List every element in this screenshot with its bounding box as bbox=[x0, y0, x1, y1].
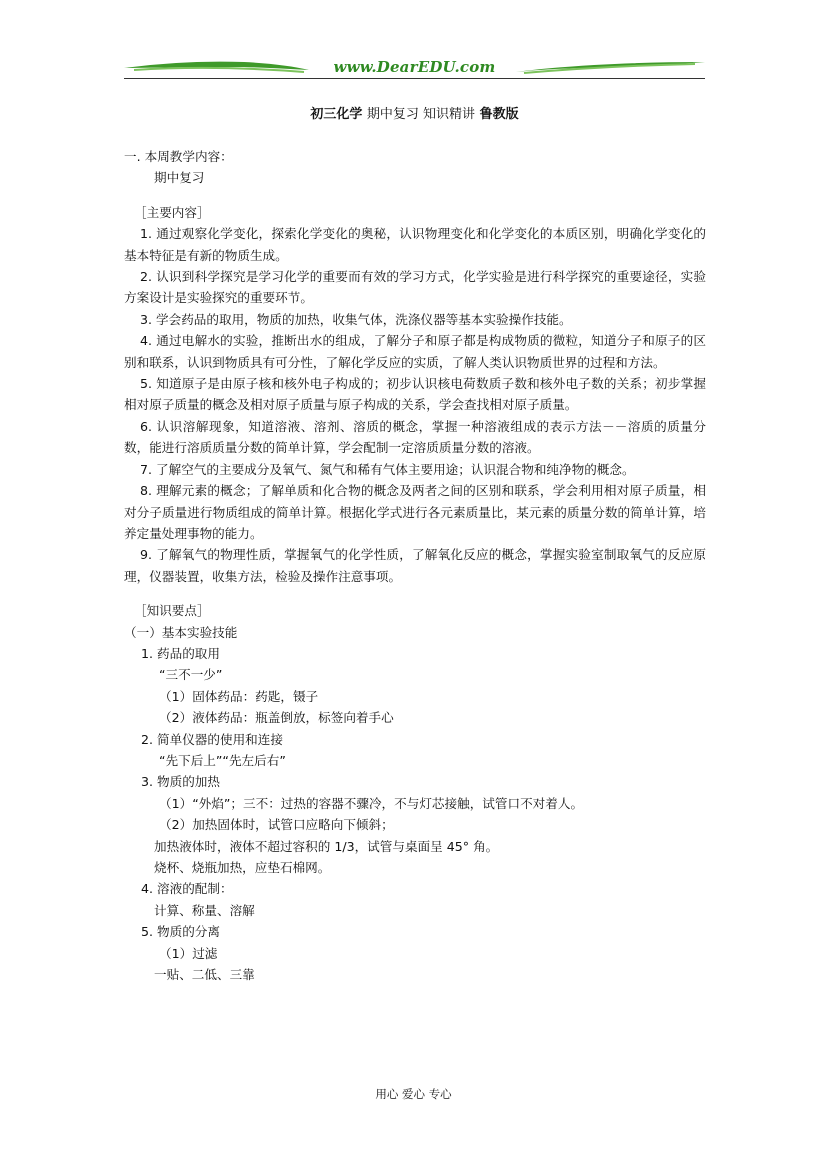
key-point-line: （1）过滤 bbox=[159, 945, 218, 961]
page-footer: 用心 爱心 专心 bbox=[375, 1087, 452, 1101]
main-content-list bbox=[124, 223, 706, 587]
key-points-heading: ［知识要点］ bbox=[134, 603, 210, 619]
key-point-line: 5. 物质的分离 bbox=[141, 924, 220, 940]
key-point-line: （1）固体药品：药匙，镊子 bbox=[159, 688, 319, 704]
header-rule bbox=[124, 78, 705, 79]
site-url: www.DearEDU.com bbox=[333, 58, 496, 76]
main-content-item: 5. 知道原子是由原子核和核外电子构成的；初步认识核电荷数质子数和核外电子数的关系；初步掌握相对原子质量的概念及相对原子质量与原子构成的关系，学会查找相对原子质量。 bbox=[124, 376, 706, 413]
key-point-line: 3. 物质的加热 bbox=[141, 774, 220, 790]
title-topic: 期中复习 知识精讲 bbox=[366, 107, 476, 122]
main-content-item: 3. 学会药品的取用，物质的加热，收集气体，洗涤仪器等基本实验操作技能。 bbox=[140, 311, 572, 327]
section-topic: 期中复习 bbox=[154, 170, 205, 186]
document-title bbox=[124, 103, 705, 122]
title-edition: 鲁教版 bbox=[479, 107, 519, 122]
key-point-line: 1. 药品的取用 bbox=[141, 645, 220, 661]
section-heading: 一. 本周教学内容： bbox=[124, 149, 233, 164]
key-points-list bbox=[124, 643, 706, 986]
title-subject: 初三化学 bbox=[310, 107, 363, 122]
key-points-subheading: （一）基本实验技能 bbox=[124, 624, 238, 640]
main-content-item: 7. 了解空气的主要成分及氧气、氮气和稀有气体主要用途；认识混合物和纯净物的概念。 bbox=[140, 461, 635, 477]
key-point-line: “先下后上”“先左后右” bbox=[159, 752, 286, 768]
main-content-item: 8. 理解元素的概念；了解单质和化合物的概念及两者之间的区别和联系，学会利用相对原子质量，相对分子质量进行物质组成的简单计算。根据化学式进行各元素质量比，某元素的质量分数的简单计算，培养定量处理事物的能力。 bbox=[124, 483, 706, 541]
key-point-line: “三不一少” bbox=[159, 667, 223, 683]
key-point-line: 加热液体时，液体不超过容积的 1/3，试管与桌面呈 45° 角。 bbox=[154, 838, 499, 854]
key-point-line: 烧杯、烧瓶加热，应垫石棉网。 bbox=[154, 860, 331, 875]
key-point-line: 一贴、二低、三靠 bbox=[154, 967, 255, 983]
key-point-line: （2）加热固体时，试管口应略向下倾斜； bbox=[159, 817, 394, 833]
main-content-item: 1. 通过观察化学变化，探索化学变化的奥秘，认识物理变化和化学变化的本质区别，明确化学变化的基本特征是有新的物质生成。 bbox=[124, 226, 706, 263]
main-content-item: 6. 认识溶解现象，知道溶液、溶剂、溶质的概念，掌握一种溶液组成的表示方法－－溶质的质量分数，能进行溶质质量分数的简单计算，学会配制一定溶质质量分数的溶液。 bbox=[124, 418, 706, 456]
key-point-line: （1）“外焰”；三不：过热的容器不骤冷，不与灯芯接触，试管口不对着人。 bbox=[159, 795, 584, 811]
main-content-heading: ［主要内容］ bbox=[134, 204, 210, 220]
key-point-line: 计算、称量、溶解 bbox=[154, 902, 255, 918]
main-content-item: 2. 认识到科学探究是学习化学的重要而有效的学习方式，化学实验是进行科学探究的重要途径，实验方案设计是实验探究的重要环节。 bbox=[124, 269, 706, 306]
key-point-line: 4. 溶液的配制： bbox=[141, 881, 233, 897]
document-body bbox=[124, 146, 706, 985]
main-content-item: 9. 了解氧气的物理性质，掌握氧气的化学性质，了解氧化反应的概念，掌握实验室制取氧气的反应原理，仪器装置，收集方法，检验及操作注意事项。 bbox=[124, 547, 706, 584]
key-point-line: 2. 简单仪器的使用和连接 bbox=[141, 731, 283, 747]
key-point-line: （2）液体药品：瓶盖倒放，标签向着手心 bbox=[159, 710, 394, 726]
main-content-item: 4. 通过电解水的实验，推断出水的组成，了解分子和原子都是构成物质的微粒，知道分子和原子的区别和联系，认识到物质具有可分性，了解化学反应的实质，了解人类认识物质世界的过程和方法。 bbox=[124, 333, 706, 370]
